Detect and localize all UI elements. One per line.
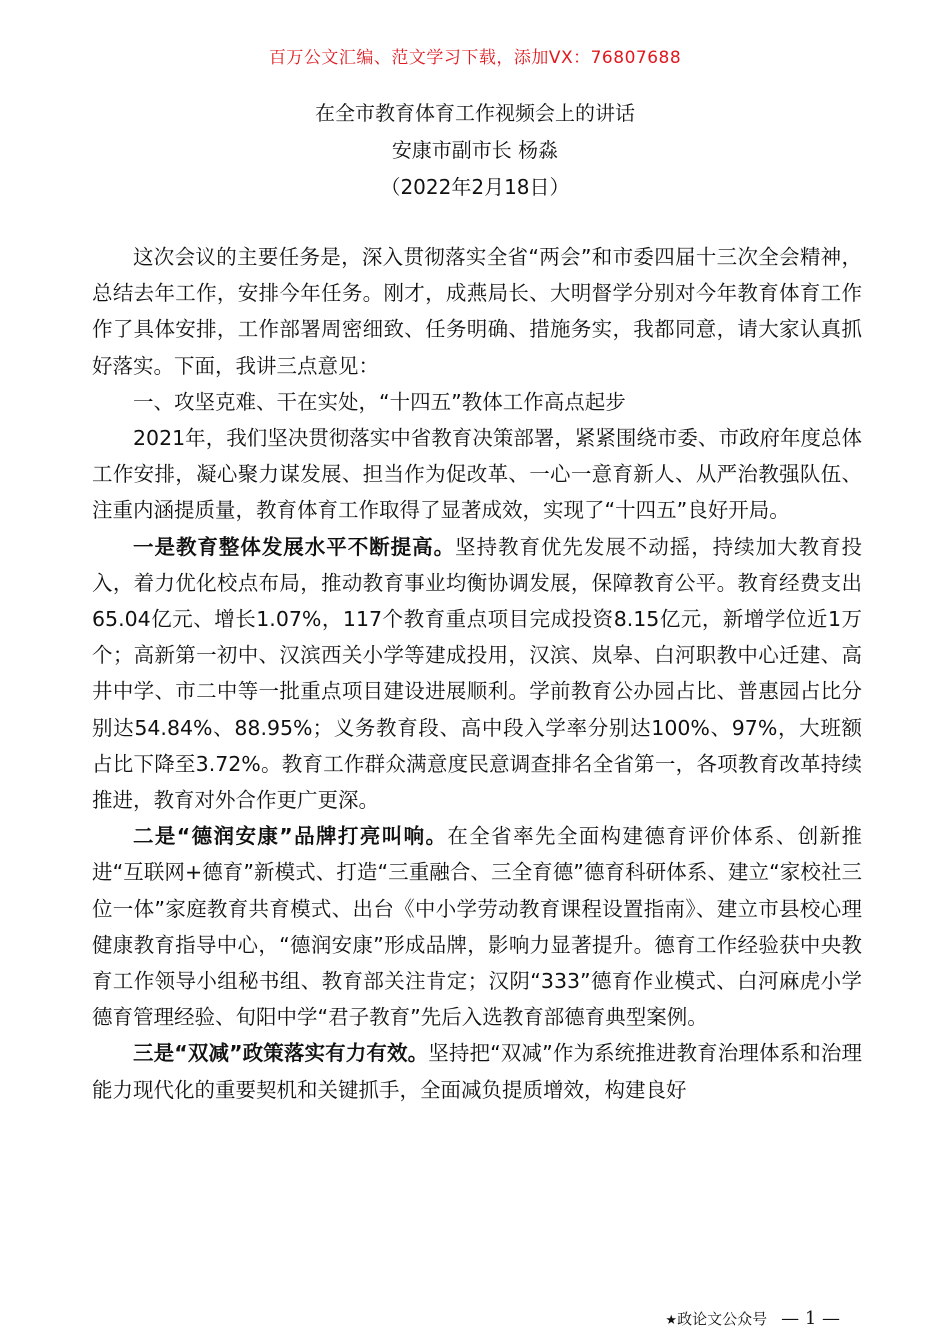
date-line: （2022年2月18日） xyxy=(380,175,570,199)
star-icon: ★ xyxy=(665,1313,678,1328)
document-body xyxy=(92,239,862,1108)
paragraph-point-3 xyxy=(92,1035,862,1107)
point-3-body: 坚持把“双减”作为系统推进教育治理体系和治理能力现代化的重要契机和关键抓手，全面减负提质增效，构建良好 xyxy=(92,1041,862,1102)
point-1-lead: 一是教育整体发展水平不断提高。 xyxy=(133,534,456,559)
speaker-line: 安康市副市长 杨淼 xyxy=(391,138,559,162)
watermark-banner: 百万公文汇编、范文学习下载，添加VX：76807688 xyxy=(268,48,682,68)
point-3-lead: 三是“双减”政策落实有力有效。 xyxy=(133,1041,429,1066)
section-heading-1: 一、攻坚克难、干在实处，“十四五”教体工作高点起步 xyxy=(133,389,626,414)
paragraph-intro: 这次会议的主要任务是，深入贯彻落实全省“两会”和市委四届十三次全会精神，总结去年工作，安排今年任务。刚才，成燕局长、大明督学分别对今年教育体育工作作了具体安排，工作部署周密细致、任务明确、措施务实，我都同意，请大家认真抓好落实。下面，我讲三点意见： xyxy=(92,245,862,378)
page-footer xyxy=(665,1307,840,1333)
paragraph-point-1 xyxy=(92,529,862,819)
paragraph-2021-summary: 2021年，我们坚决贯彻落实中省教育决策部署，紧紧围绕市委、市政府年度总体工作安排，凝心聚力谋发展、担当作为促改革、一心一意育新人、从严治教强队伍、注重内涵提质量，教育体育工作取得了显著成效，实现了“十四五”良好开局。 xyxy=(92,426,862,523)
page-number: — 1 — xyxy=(781,1308,840,1329)
paragraph-point-2 xyxy=(92,818,862,1035)
speech-title: 在全市教育体育工作视频会上的讲话 xyxy=(315,101,635,125)
point-2-lead: 二是“德润安康”品牌打亮叫响。 xyxy=(133,824,448,849)
point-1-body: 坚持教育优先发展不动摇，持续加大教育投入，着力优化校点布局，推动教育事业均衡协调发展，保障教育公平。教育经费支出65.04亿元、增长1.07%，117个教育重点项目完成投资8.15亿元，新增学位近1万个；高新第一初中、汉滨西关小学等建成投用，汉滨、岚皋、白河职教中心迁建、高井中学、市二中等一批重点项目建设进展顺利。学前教育公办园占比、普惠园占比分别达54.84%、88.95%；义务教育段、高中段入学率分别达100%、97%，大班额占比下降至3.72%。教育工作群众满意度民意调查排名全省第一，各项教育改革持续推进，教育对外合作更广更深。 xyxy=(92,534,863,813)
point-2-body: 在全省率先全面构建德育评价体系、创新推进“互联网+德育”新模式、打造“三重融合、三全育德”德育科研体系、建立“家校社三位一体”家庭教育共育模式、出台《中小学劳动教育课程设置指南》、建立市县校心理健康教育指导中心，“德润安康”形成品牌，影响力显著提升。德育工作经验获中央教育工作领导小组秘书组、教育部关注肯定；汉阴“333”德育作业模式、白河麻虎小学德育管理经验、旬阳中学“君子教育”先后入选教育部德育典型案例。 xyxy=(92,824,863,1030)
footer-source: 政论文公众号 xyxy=(677,1310,768,1328)
